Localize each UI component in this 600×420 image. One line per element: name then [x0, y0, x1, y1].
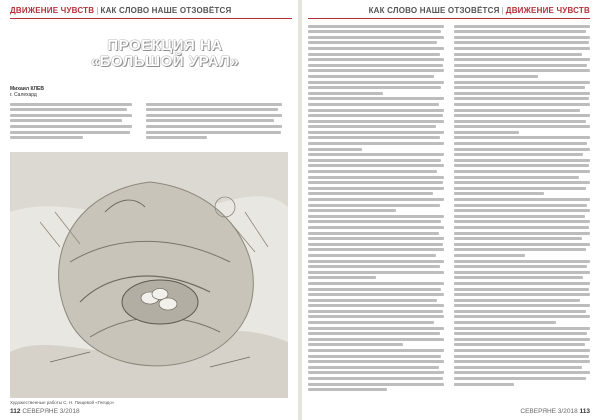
text-line — [454, 103, 590, 106]
text-line — [308, 388, 387, 391]
text-line — [454, 304, 590, 307]
text-line — [308, 131, 444, 134]
text-line — [454, 136, 590, 139]
right-running-head — [369, 6, 590, 15]
text-line — [308, 187, 444, 190]
text-line — [454, 299, 580, 302]
text-line — [146, 131, 281, 134]
text-line — [308, 204, 440, 207]
text-line — [454, 25, 590, 28]
text-line — [308, 304, 444, 307]
text-line — [308, 215, 444, 218]
text-line — [308, 299, 437, 302]
text-line — [308, 321, 434, 324]
text-line — [308, 343, 403, 346]
text-line — [308, 109, 444, 112]
text-line — [308, 366, 439, 369]
article-title-line-1: ПРОЕКЦИЯ НА — [107, 37, 223, 54]
text-line — [454, 293, 590, 296]
text-line — [454, 92, 590, 95]
text-line — [454, 327, 590, 330]
text-line — [308, 209, 396, 212]
text-line — [308, 254, 436, 257]
right-running-head-rubric: КАК СЛОВО НАШЕ ОТЗОВЁТСЯ — [368, 6, 500, 15]
text-line — [146, 103, 282, 106]
text-line — [308, 58, 444, 61]
article-title — [60, 38, 270, 70]
text-line — [454, 383, 514, 386]
text-line — [308, 349, 444, 352]
text-line — [308, 226, 444, 229]
text-line — [454, 232, 590, 235]
artwork-drawing — [10, 152, 288, 398]
text-line — [308, 260, 444, 263]
text-line — [10, 136, 83, 139]
right-column-b — [454, 22, 590, 397]
text-line — [308, 69, 444, 72]
text-line — [308, 181, 443, 184]
text-line — [308, 271, 444, 274]
text-line — [454, 282, 590, 285]
text-line — [308, 371, 444, 374]
text-line — [146, 114, 282, 117]
text-line — [454, 153, 583, 156]
text-line — [454, 192, 544, 195]
text-line — [308, 25, 444, 28]
text-line — [308, 315, 444, 318]
text-line — [308, 310, 443, 313]
text-line — [308, 75, 434, 78]
text-line — [146, 119, 274, 122]
text-line — [10, 114, 132, 117]
text-line — [454, 164, 589, 167]
text-line — [454, 53, 582, 56]
text-line — [454, 260, 590, 263]
right-footer — [520, 408, 590, 415]
text-line — [308, 293, 444, 296]
text-line — [308, 64, 443, 67]
text-line — [308, 288, 441, 291]
text-line — [308, 265, 440, 268]
text-line — [454, 254, 525, 257]
text-line — [454, 148, 590, 151]
text-line — [308, 86, 441, 89]
text-line — [308, 377, 443, 380]
text-line — [454, 338, 590, 341]
right-running-head-section: ДВИЖЕНИЕ ЧУВСТВ — [505, 6, 590, 15]
text-line — [308, 170, 437, 173]
author-name: Михаил КЛЕВ — [10, 86, 44, 92]
left-page-number: 112 — [10, 408, 21, 415]
text-line — [308, 248, 444, 251]
text-line — [454, 243, 590, 246]
text-line — [454, 215, 585, 218]
artwork-caption: Художественные работы С. Н. Пищевой «Гнездо» — [10, 400, 115, 405]
left-running-head — [10, 6, 231, 15]
intro-column — [146, 100, 282, 150]
text-line — [308, 53, 440, 56]
text-line — [454, 187, 586, 190]
text-line — [308, 164, 444, 167]
text-line — [308, 176, 444, 179]
text-line — [454, 315, 590, 318]
text-line — [454, 36, 590, 39]
text-line — [308, 383, 444, 386]
right-running-head-separator: | — [501, 6, 504, 15]
text-line — [10, 131, 130, 134]
text-line — [454, 343, 585, 346]
text-line — [308, 232, 439, 235]
right-page-number: 113 — [579, 408, 590, 415]
text-line — [308, 332, 440, 335]
text-line — [308, 30, 441, 33]
text-line — [454, 271, 590, 274]
author-byline — [10, 86, 44, 98]
text-line — [454, 226, 589, 229]
text-line — [454, 69, 590, 72]
text-line — [308, 159, 441, 162]
right-column-a — [308, 22, 444, 397]
text-line — [308, 103, 439, 106]
text-line — [454, 142, 587, 145]
text-line — [454, 371, 590, 374]
text-line — [308, 282, 444, 285]
text-line — [454, 125, 590, 128]
text-line — [10, 108, 127, 111]
text-line — [308, 136, 440, 139]
text-line — [454, 360, 590, 363]
text-line — [454, 97, 589, 100]
text-line — [308, 355, 441, 358]
text-line — [454, 75, 538, 78]
text-line — [308, 36, 444, 39]
artwork-image — [10, 152, 288, 398]
text-line — [10, 119, 122, 122]
left-page — [0, 0, 298, 420]
right-page — [302, 0, 600, 420]
text-line — [146, 108, 278, 111]
text-line — [454, 355, 589, 358]
left-running-head-section: ДВИЖЕНИЕ ЧУВСТВ — [10, 6, 95, 15]
text-line — [10, 103, 132, 106]
text-line — [454, 276, 583, 279]
text-line — [454, 120, 586, 123]
text-line — [454, 332, 587, 335]
text-line — [308, 97, 444, 100]
text-line — [454, 170, 590, 173]
text-line — [308, 153, 444, 156]
text-line — [146, 125, 282, 128]
text-line — [454, 310, 586, 313]
text-line — [454, 349, 590, 352]
right-header-rule — [308, 18, 590, 19]
text-line — [454, 131, 519, 134]
text-line — [454, 237, 582, 240]
text-line — [308, 338, 444, 341]
text-line — [454, 58, 590, 61]
text-line — [454, 176, 579, 179]
text-line — [308, 41, 437, 44]
text-line — [454, 198, 590, 201]
text-line — [454, 64, 587, 67]
right-footer-magazine: СЕВЕРЯНЕ 3/2018 — [520, 408, 578, 415]
left-footer-magazine: СЕВЕРЯНЕ 3/2018 — [22, 408, 80, 415]
article-title-line-2: «БОЛЬШОЙ УРАЛ» — [90, 53, 240, 70]
text-line — [454, 248, 586, 251]
text-line — [454, 114, 590, 117]
text-line — [308, 114, 443, 117]
text-line — [454, 204, 587, 207]
text-line — [454, 288, 589, 291]
left-running-head-rubric: КАК СЛОВО НАШЕ ОТЗОВЁТСЯ — [100, 6, 232, 15]
left-footer — [10, 408, 80, 415]
text-line — [308, 120, 444, 123]
text-line — [308, 148, 362, 151]
text-line — [308, 81, 444, 84]
left-header-rule — [10, 18, 292, 19]
text-line — [308, 92, 383, 95]
text-line — [454, 47, 590, 50]
lead-column — [10, 100, 132, 150]
text-line — [454, 81, 590, 84]
text-line — [454, 265, 587, 268]
author-place: г. Салехард — [10, 92, 37, 98]
text-line — [454, 220, 590, 223]
text-line — [308, 360, 444, 363]
text-line — [308, 47, 444, 50]
left-running-head-separator: | — [96, 6, 99, 15]
text-line — [454, 30, 586, 33]
text-line — [10, 125, 132, 128]
text-line — [454, 109, 580, 112]
text-line — [454, 321, 556, 324]
text-line — [454, 181, 590, 184]
text-line — [454, 209, 590, 212]
text-line — [146, 136, 207, 139]
text-line — [454, 366, 582, 369]
text-line — [454, 41, 589, 44]
text-line — [308, 243, 443, 246]
text-line — [308, 220, 441, 223]
text-line — [308, 327, 444, 330]
text-line — [308, 192, 433, 195]
text-line — [454, 377, 586, 380]
text-line — [454, 86, 585, 89]
text-line — [308, 125, 436, 128]
text-line — [454, 159, 590, 162]
text-line — [308, 142, 444, 145]
text-line — [308, 198, 444, 201]
text-line — [308, 237, 444, 240]
text-line — [308, 276, 376, 279]
